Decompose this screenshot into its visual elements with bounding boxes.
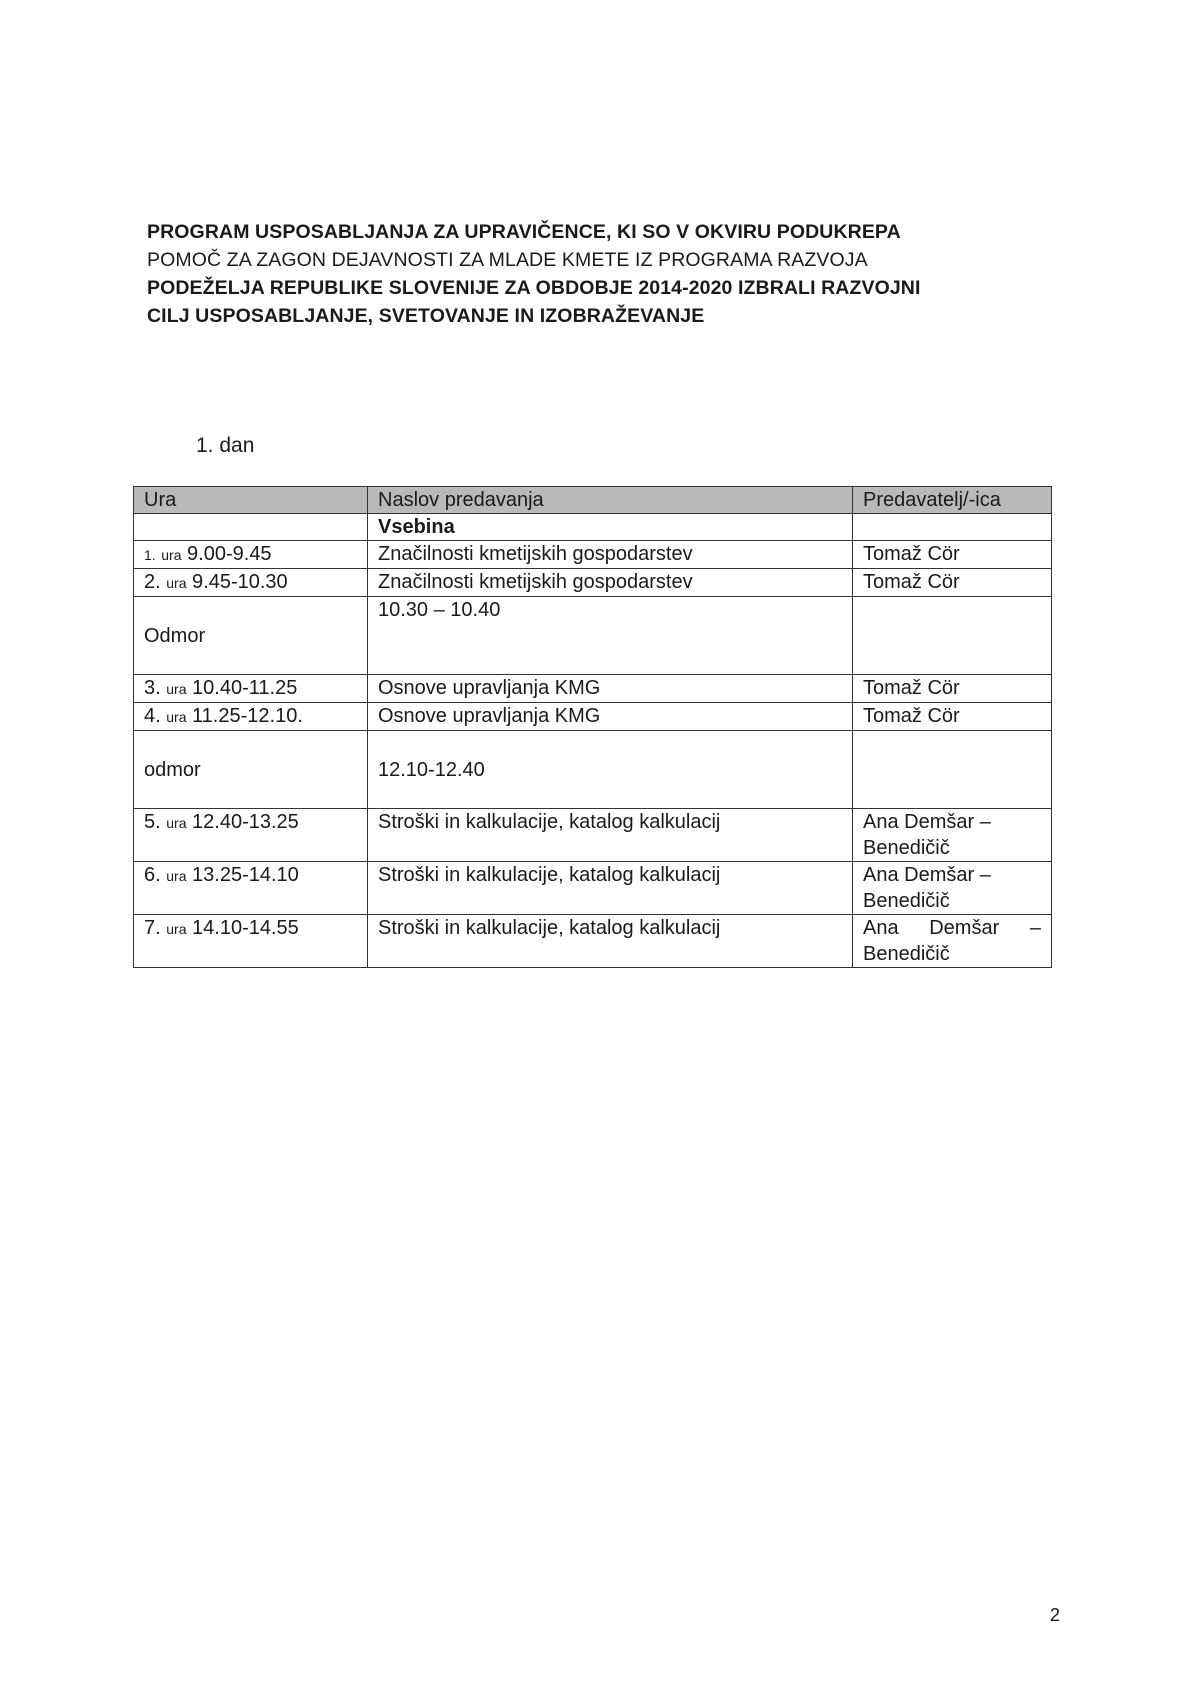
topic-cell: Stroški in kalkulacije, katalog kalkulacij — [368, 862, 853, 915]
break-label: Odmor — [134, 597, 368, 675]
time-cell: 5. ura 12.40-13.25 — [134, 809, 368, 862]
time-cell: 6. ura 13.25-14.10 — [134, 862, 368, 915]
table-row — [134, 675, 1052, 703]
break-time: 10.30 – 10.40 — [368, 597, 853, 675]
break-time: 12.10-12.40 — [368, 731, 853, 809]
subheader-row — [134, 514, 1052, 541]
title-line-4: CILJ USPOSABLJANJE, SVETOVANJE IN IZOBRAŽEVANJE — [147, 305, 705, 327]
header-naslov: Naslov predavanja — [368, 487, 853, 514]
header-ura: Ura — [134, 487, 368, 514]
header-predavatelj: Predavatelj/-ica — [853, 487, 1052, 514]
title-line-1: PROGRAM USPOSABLJANJA ZA UPRAVIČENCE, KI SO V OKVIRU PODUKREPA — [147, 221, 901, 243]
time-cell: 2. ura 9.45-10.30 — [134, 569, 368, 597]
break-label: odmor — [134, 731, 368, 809]
lecturer-cell — [853, 731, 1052, 809]
topic-cell: Osnove upravljanja KMG — [368, 703, 853, 731]
topic-cell: Osnove upravljanja KMG — [368, 675, 853, 703]
document-title — [147, 218, 1047, 330]
table-row — [134, 809, 1052, 862]
table-row — [134, 569, 1052, 597]
lecturer-cell: Tomaž Cör — [853, 569, 1052, 597]
lecturer-cell: Ana Demšar – Benedičič — [853, 862, 1052, 915]
time-cell: 7. ura 14.10-14.55 — [134, 915, 368, 968]
table-row — [134, 862, 1052, 915]
topic-cell: Značilnosti kmetijskih gospodarstev — [368, 569, 853, 597]
topic-cell: Značilnosti kmetijskih gospodarstev — [368, 541, 853, 569]
table-header-row — [134, 487, 1052, 514]
title-line-2: POMOČ ZA ZAGON DEJAVNOSTI ZA MLADE KMETE IZ PROGRAMA RAZVOJA — [147, 249, 868, 271]
lecturer-cell: Tomaž Cör — [853, 675, 1052, 703]
time-cell: 3. ura 10.40-11.25 — [134, 675, 368, 703]
topic-cell: Stroški in kalkulacije, katalog kalkulacij — [368, 809, 853, 862]
break-row — [134, 597, 1052, 675]
lecturer-cell: Ana Demšar – Benedičič — [853, 809, 1052, 862]
topic-cell: Stroški in kalkulacije, katalog kalkulacij — [368, 915, 853, 968]
break-row — [134, 731, 1052, 809]
lecturer-cell: Tomaž Cör — [853, 541, 1052, 569]
table-row — [134, 541, 1052, 569]
table-row — [134, 915, 1052, 968]
time-cell: 1. ura 9.00-9.45 — [134, 541, 368, 569]
lecturer-cell — [853, 597, 1052, 675]
schedule-table — [133, 486, 1052, 968]
time-cell: 4. ura 11.25-12.10. — [134, 703, 368, 731]
lecturer-cell: Tomaž Cör — [853, 703, 1052, 731]
page-number: 2 — [1050, 1605, 1061, 1625]
title-line-3: PODEŽELJA REPUBLIKE SLOVENIJE ZA OBDOBJE 2014-2020 IZBRALI RAZVOJNI — [147, 277, 921, 299]
lecturer-cell: Ana Demšar – Benedičič — [853, 915, 1052, 968]
day-label: 1. dan — [196, 434, 255, 457]
table-row — [134, 703, 1052, 731]
subheader-vsebina: Vsebina — [368, 514, 853, 541]
